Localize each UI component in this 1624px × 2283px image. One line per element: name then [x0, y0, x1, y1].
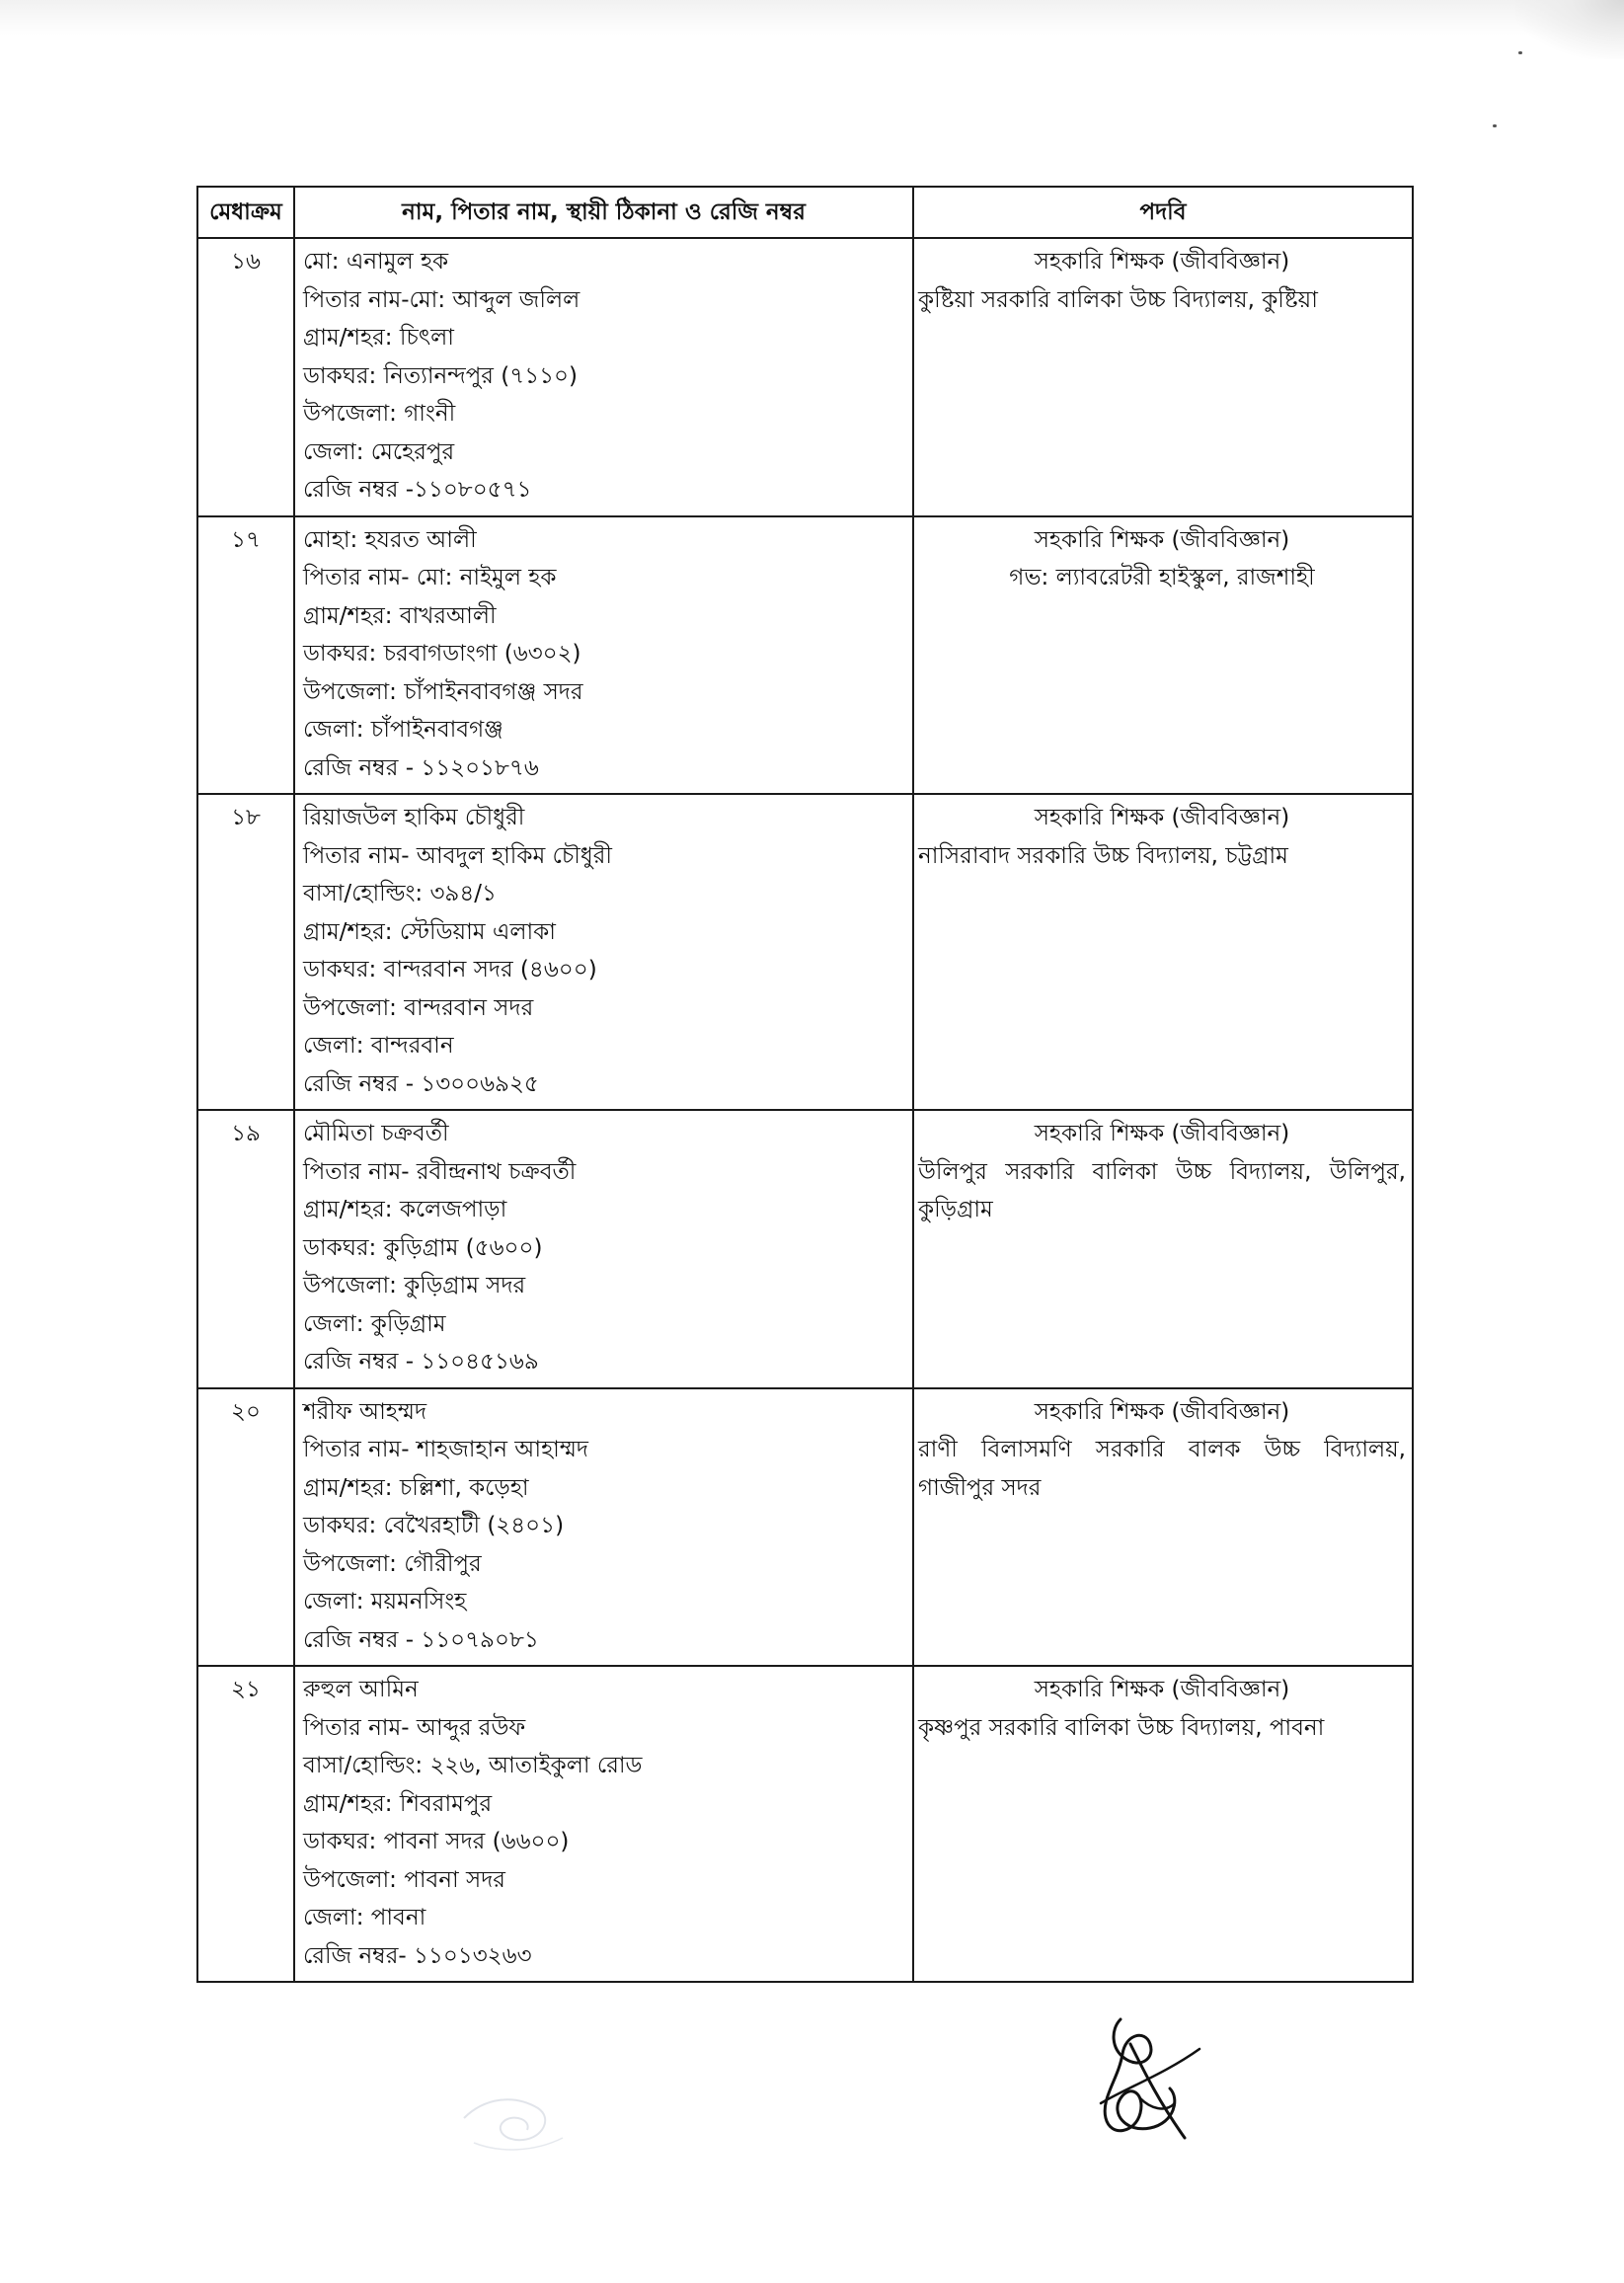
candidate-name: মৌমিতা চক্রবর্তী — [303, 1121, 449, 1146]
candidate-details — [294, 516, 913, 795]
scan-speck — [1518, 51, 1522, 54]
table-row — [197, 238, 1413, 516]
table-row — [197, 794, 1413, 1110]
post-assignment — [913, 1388, 1413, 1667]
post-title: সহকারি শিক্ষক (জীববিজ্ঞান) — [1034, 1398, 1290, 1425]
upazila: উপজেলা: বান্দরবান সদর — [303, 994, 534, 1021]
post-office: ডাকঘর: বেখৈরহাটী (২৪০১) — [303, 1513, 565, 1538]
village: গ্রাম/শহর: কলেজপাড়া — [303, 1197, 507, 1222]
district: জেলা: চাঁপাইনবাবগঞ্জ — [303, 717, 503, 743]
village: গ্রাম/শহর: স্টেডিয়াম এলাকা — [303, 918, 556, 945]
post-office: ডাকঘর: পাবনা সদর (৬৬০০) — [303, 1829, 570, 1854]
candidate-name: মোহা: হযরত আলী — [303, 526, 477, 553]
district: জেলা: পাবনা — [303, 1905, 426, 1930]
candidate-details — [294, 794, 913, 1110]
school-name: গভ: ল্যাবরেটরী হাইস্কুল, রাজশাহী — [1009, 565, 1315, 590]
district: জেলা: মেহেরপুর — [303, 438, 455, 465]
upazila: উপজেলা: চাঁপাইনবাবগঞ্জ সদর — [303, 678, 583, 705]
father-name: পিতার নাম- আব্দুর রউফ — [303, 1714, 526, 1741]
house-holding: বাসা/হোল্ডিং: ২২৬, আতাইকুলা রোড — [303, 1753, 643, 1778]
header-post: পদবি — [913, 187, 1413, 238]
district: জেলা: কুড়িগ্রাম — [303, 1310, 446, 1337]
candidate-details — [294, 1666, 913, 1982]
upazila: উপজেলা: গৌরীপুর — [303, 1550, 482, 1577]
post-title: সহকারি শিক্ষক (জীববিজ্ঞান) — [1034, 805, 1290, 830]
faint-stamp-mark — [444, 2059, 582, 2167]
serial-number: ২০ — [197, 1388, 294, 1667]
scan-edge-shadow — [0, 0, 1624, 36]
upazila: উপজেলা: পাবনা সদর — [303, 1866, 505, 1893]
post-title: সহকারি শিক্ষক (জীববিজ্ঞান) — [1034, 526, 1290, 553]
serial-number: ১৯ — [197, 1110, 294, 1388]
post-office: ডাকঘর: বান্দরবান সদর (৪৬০০) — [303, 957, 597, 983]
post-title: সহকারি শিক্ষক (জীববিজ্ঞান) — [1034, 249, 1290, 275]
father-name: পিতার নাম- আবদুল হাকিম চৌধুরী — [303, 842, 612, 869]
post-office: ডাকঘর: নিত্যানন্দপুর (৭১১০) — [303, 362, 578, 389]
merit-list-table — [196, 186, 1414, 1983]
table-row — [197, 1666, 1413, 1982]
candidate-name: শরীফ আহম্মদ — [303, 1398, 427, 1425]
village: গ্রাম/শহর: চল্লিশা, কড়েহা — [303, 1474, 529, 1501]
post-assignment — [913, 794, 1413, 1110]
village: গ্রাম/শহর: চিৎলা — [303, 325, 454, 351]
upazila: উপজেলা: কুড়িগ্রাম সদর — [303, 1273, 526, 1299]
registration-number: রেজি নম্বর - ১১০৭৯০৮১ — [303, 1626, 539, 1653]
father-name: পিতার নাম- শাহজাহান আহাম্মদ — [303, 1437, 589, 1462]
candidate-details — [294, 1110, 913, 1388]
father-name: পিতার নাম- মো: নাইমুল হক — [303, 565, 557, 590]
school-name: উলিপুর সরকারি বালিকা উচ্চ বিদ্যালয়, উলিপুর, কুড়িগ্রাম — [918, 1158, 1406, 1222]
header-serial: মেধাক্রম — [197, 187, 294, 238]
scan-speck — [1493, 124, 1497, 127]
school-name: কৃষ্ণপুর সরকারি বালিকা উচ্চ বিদ্যালয়, পাবনা — [918, 1714, 1325, 1741]
serial-number: ১৮ — [197, 794, 294, 1110]
post-title: সহকারি শিক্ষক (জীববিজ্ঞান) — [1034, 1677, 1290, 1702]
village: গ্রাম/শহর: বাখরআলী — [303, 602, 497, 629]
table-row — [197, 1388, 1413, 1667]
candidate-details — [294, 238, 913, 516]
candidate-name: রিয়াজউল হাকিম চৌধুরী — [303, 805, 525, 830]
signature-mark — [1081, 2005, 1209, 2153]
post-assignment — [913, 1110, 1413, 1388]
post-assignment — [913, 1666, 1413, 1982]
table-row — [197, 516, 1413, 795]
district: জেলা: ময়মনসিংহ — [303, 1589, 467, 1614]
scan-corner-shadow — [1515, 0, 1624, 59]
post-title: সহকারি শিক্ষক (জীববিজ্ঞান) — [1034, 1121, 1290, 1146]
upazila: উপজেলা: গাংনী — [303, 401, 456, 427]
candidate-name: রুহুল আমিন — [303, 1677, 419, 1702]
post-assignment — [913, 238, 1413, 516]
candidate-name: মো: এনামুল হক — [303, 249, 449, 275]
house-holding: বাসা/হোল্ডিং: ৩৯৪/১ — [303, 881, 497, 906]
post-assignment — [913, 516, 1413, 795]
serial-number: ২১ — [197, 1666, 294, 1982]
serial-number: ১৬ — [197, 238, 294, 516]
registration-number: রেজি নম্বর - ১৩০০৬৯২৫ — [303, 1070, 539, 1097]
table-row — [197, 1110, 1413, 1388]
candidate-details — [294, 1388, 913, 1667]
table-header-row — [197, 187, 1413, 238]
school-name: কুষ্টিয়া সরকারি বালিকা উচ্চ বিদ্যালয়, কুষ্টিয়া — [918, 286, 1318, 313]
post-office: ডাকঘর: চরবাগডাংগা (৬৩০২) — [303, 641, 581, 667]
district: জেলা: বান্দরবান — [303, 1033, 454, 1059]
school-name: রাণী বিলাসমণি সরকারি বালক উচ্চ বিদ্যালয়, গাজীপুর সদর — [918, 1437, 1406, 1501]
registration-number: রেজি নম্বর -১১০৮০৫৭১ — [303, 477, 532, 503]
father-name: পিতার নাম-মো: আব্দুল জলিল — [303, 286, 580, 313]
header-details: নাম, পিতার নাম, স্থায়ী ঠিকানা ও রেজি নম্বর — [294, 187, 913, 238]
school-name: নাসিরাবাদ সরকারি উচ্চ বিদ্যালয়, চট্টগ্রাম — [918, 842, 1288, 869]
post-office: ডাকঘর: কুড়িগ্রাম (৫৬০০) — [303, 1234, 543, 1261]
registration-number: রেজি নম্বর- ১১০১৩২৬৩ — [303, 1942, 532, 1969]
registration-number: রেজি নম্বর - ১১০৪৫১৬৯ — [303, 1349, 539, 1375]
serial-number: ১৭ — [197, 516, 294, 795]
registration-number: রেজি নম্বর - ১১২০১৮৭৬ — [303, 754, 539, 781]
father-name: পিতার নাম- রবীন্দ্রনাথ চক্রবর্তী — [303, 1158, 577, 1185]
village: গ্রাম/শহর: শিবরামপুর — [303, 1790, 493, 1817]
